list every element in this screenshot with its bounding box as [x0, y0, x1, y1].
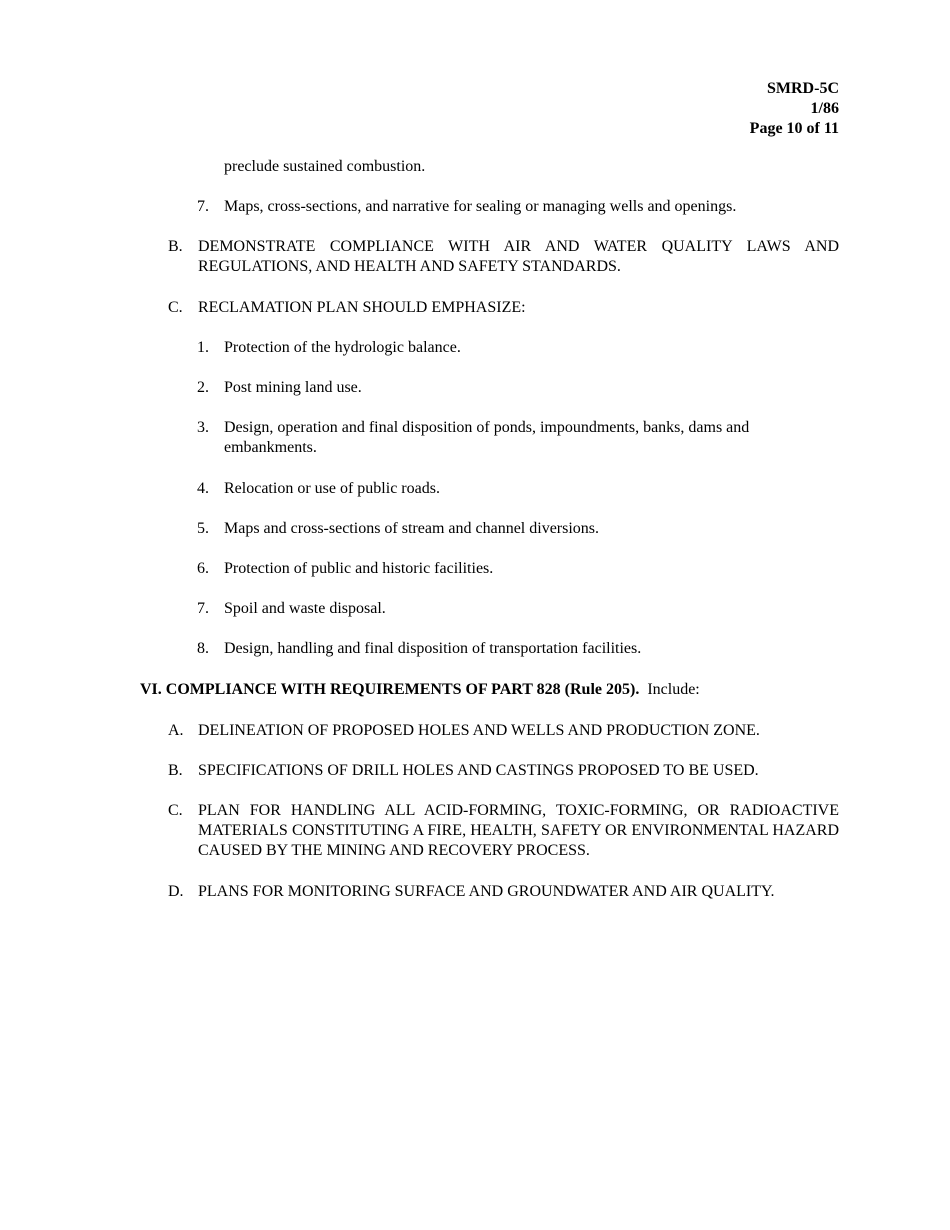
- item-text: Design, operation and final disposition of ponds, impoundments, banks, dams and embankments.: [224, 419, 750, 456]
- item-number: 4.: [197, 480, 209, 497]
- item-text: Protection of public and historic facilities.: [224, 560, 494, 577]
- item-number: 5.: [197, 520, 209, 537]
- item-number: 2.: [197, 379, 209, 396]
- list-item: [197, 378, 814, 398]
- item-number: 6.: [197, 560, 209, 577]
- section-letter: C.: [168, 299, 183, 316]
- item-text: Post mining land use.: [224, 379, 362, 396]
- section-vi-item-a: [168, 721, 839, 741]
- section-letter: B.: [168, 762, 183, 779]
- item-text: Protection of the hydrologic balance.: [224, 339, 461, 356]
- list-item: [197, 479, 814, 499]
- section-text: DELINEATION OF PROPOSED HOLES AND WELLS AND PRODUCTION ZONE.: [198, 722, 760, 739]
- page-header: [750, 79, 839, 139]
- item-number: 3.: [197, 419, 209, 436]
- section-b: [168, 237, 839, 277]
- form-date: 1/86: [810, 100, 839, 117]
- section-c: [168, 298, 839, 318]
- section-text: SPECIFICATIONS OF DRILL HOLES AND CASTINGS PROPOSED TO BE USED.: [198, 762, 759, 779]
- section-letter: D.: [168, 883, 184, 900]
- list-item: [197, 599, 814, 619]
- page-number: Page 10 of 11: [749, 120, 839, 137]
- section-text: PLANS FOR MONITORING SURFACE AND GROUNDWATER AND AIR QUALITY.: [198, 883, 775, 900]
- include-text: Include:: [647, 681, 700, 698]
- form-id: SMRD-5C: [767, 80, 839, 97]
- list-item: [197, 559, 814, 579]
- section-vi-item-c: [168, 801, 839, 861]
- section-vi-heading: [140, 680, 700, 700]
- section-vi-item-d: [168, 882, 839, 902]
- item-number: 7.: [197, 600, 209, 617]
- section-letter: C.: [168, 802, 183, 819]
- list-item: [197, 418, 784, 458]
- item-text: Design, handling and final disposition of transportation facilities.: [224, 640, 642, 657]
- list-item: [197, 519, 814, 539]
- section-text: PLAN FOR HANDLING ALL ACID-FORMING, TOXIC-FORMING, OR RADIOACTIVE MATERIALS CONSTITUTING A FIRE, HEALTH, SAFETY OR ENVIRONMENTAL HAZARD CAUSED BY THE MINING AND RECOVERY PROCESS.: [198, 802, 839, 859]
- list-item: [197, 197, 814, 217]
- item-number: 8.: [197, 640, 209, 657]
- item-number: 7.: [197, 198, 209, 215]
- list-item: [197, 338, 814, 358]
- item-text: Maps and cross-sections of stream and channel diversions.: [224, 520, 600, 537]
- section-vi-item-b: [168, 761, 839, 781]
- continuation-text: preclude sustained combustion.: [224, 158, 426, 175]
- item-text: Spoil and waste disposal.: [224, 600, 386, 617]
- item-text: Maps, cross-sections, and narrative for sealing or managing wells and openings.: [224, 198, 737, 215]
- heading-text: VI. COMPLIANCE WITH REQUIREMENTS OF PART 828 (Rule 205).: [140, 681, 640, 698]
- section-text: DEMONSTRATE COMPLIANCE WITH AIR AND WATER QUALITY LAWS AND REGULATIONS, AND HEALTH AND SAFETY STANDARDS.: [198, 238, 839, 275]
- section-letter: A.: [168, 722, 184, 739]
- section-text: RECLAMATION PLAN SHOULD EMPHASIZE:: [198, 299, 526, 316]
- item-text: Relocation or use of public roads.: [224, 480, 440, 497]
- item-number: 1.: [197, 339, 209, 356]
- section-letter: B.: [168, 238, 183, 255]
- list-item: [197, 639, 814, 659]
